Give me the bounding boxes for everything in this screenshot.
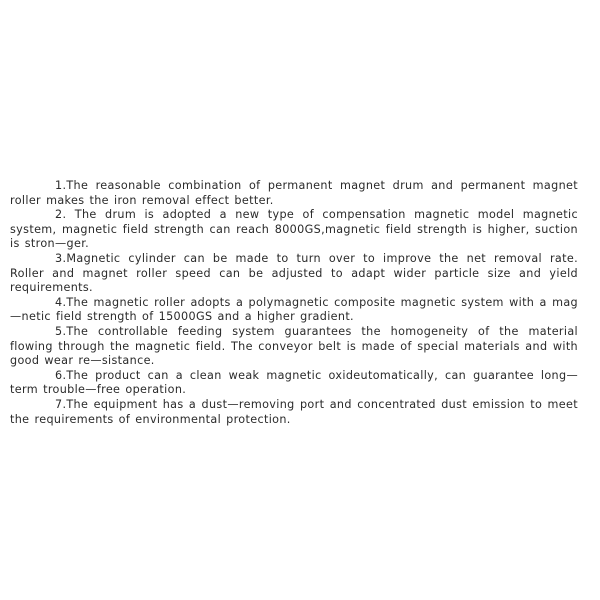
feature-paragraph-4: 4.The magnetic roller adopts a polymagnetic composite magnetic system with a mag—netic field strength of 15000GS and a higher gradient. <box>10 295 578 324</box>
feature-paragraph-6: 6.The product can a clean weak magnetic oxideutomatically, can guarantee long—term trouble—free operation. <box>10 368 578 397</box>
feature-paragraph-7: 7.The equipment has a dust—removing port and concentrated dust emission to meet the requirements of environmental protection. <box>10 397 578 426</box>
feature-paragraph-1: 1.The reasonable combination of permanent magnet drum and permanent magnet roller makes the iron removal effect better. <box>10 179 578 207</box>
feature-paragraph-5: 5.The controllable feeding system guarantees the homogeneity of the material flowing through the magnetic field. The conveyor belt is made of special materials and with good wear re—sistance. <box>10 324 578 368</box>
feature-list-document <box>10 179 578 427</box>
feature-paragraph-2: 2. The drum is adopted a new type of compensation magnetic model magnetic system, magnetic field strength can reach 8000GS,magnetic field strength is higher, suction is stron—ger. <box>10 208 578 251</box>
feature-paragraph-3: 3.Magnetic cylinder can be made to turn over to improve the net removal rate. Roller and magnet roller speed can be adjusted to adapt wider particle size and yield requirements. <box>10 251 578 295</box>
